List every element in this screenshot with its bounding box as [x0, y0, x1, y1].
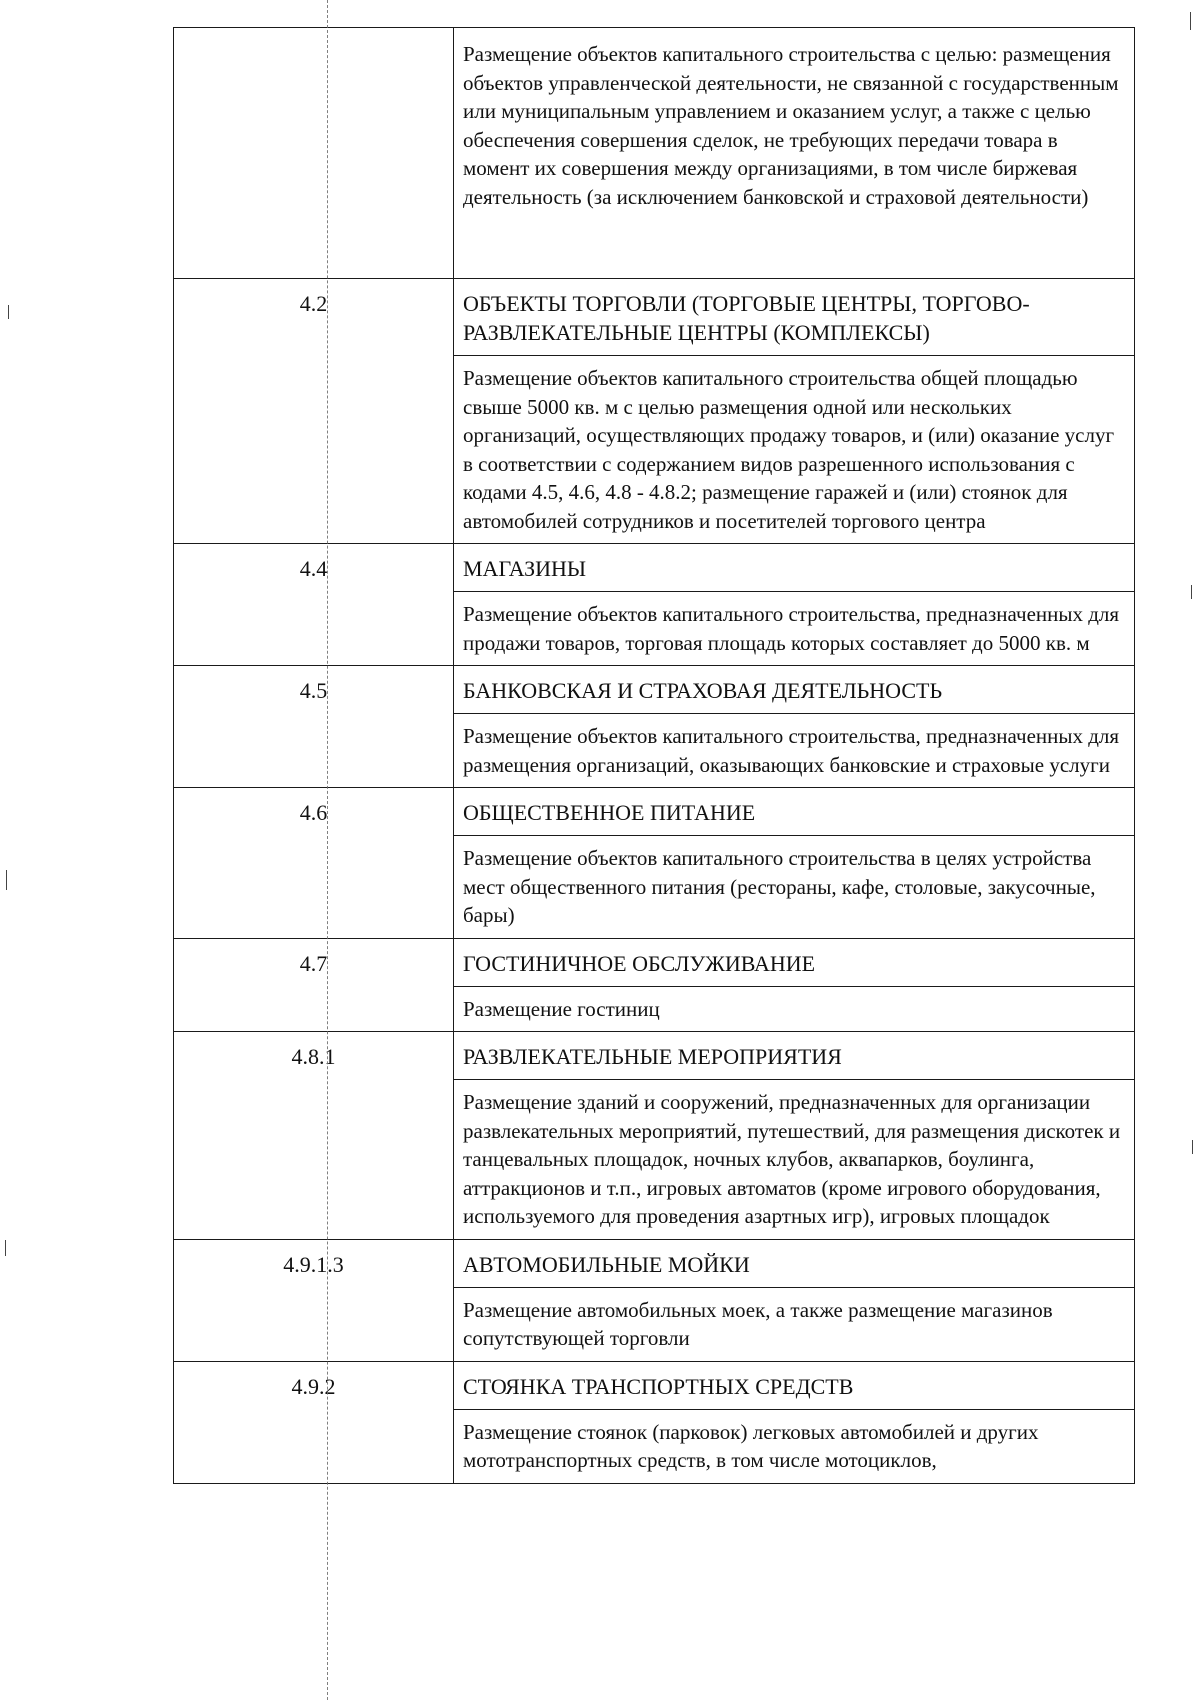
scan-noise-mark — [5, 1240, 6, 1256]
description-cell: Размещение объектов капитального строительства в целях устройства мест общественного питания (рестораны, кафе, столовые, закусочные, бары) — [454, 836, 1135, 939]
description-cell: Размещение стоянок (парковок) легковых автомобилей и других мототранспортных средств, в том числе мотоциклов, — [454, 1409, 1135, 1483]
table-row — [174, 279, 1135, 356]
code-cell: 4.9.2 — [174, 1361, 454, 1483]
scan-noise-mark — [1190, 12, 1191, 30]
table-row — [174, 1361, 1135, 1409]
name-cell: ОБЩЕСТВЕННОЕ ПИТАНИЕ — [454, 788, 1135, 836]
table-row — [174, 1239, 1135, 1287]
description-cell: Размещение зданий и сооружений, предназначенных для организации развлекательных мероприятий, путешествий, для размещения дискотек и танцевальных площадок, ночных клубов, аквапарков, боулинга, аттракционов и т.п., игровых автоматов (кроме игрового оборудования, используемого для проведения азартных игр), игровых площадок — [454, 1080, 1135, 1240]
code-cell: 4.6 — [174, 788, 454, 939]
scan-artifact-line — [327, 0, 328, 1700]
table-row — [174, 1032, 1135, 1080]
description-cell: Размещение гостиниц — [454, 986, 1135, 1032]
name-cell: АВТОМОБИЛЬНЫЕ МОЙКИ — [454, 1239, 1135, 1287]
name-cell: СТОЯНКА ТРАНСПОРТНЫХ СРЕДСТВ — [454, 1361, 1135, 1409]
code-cell: 4.5 — [174, 666, 454, 788]
name-cell: ОБЪЕКТЫ ТОРГОВЛИ (ТОРГОВЫЕ ЦЕНТРЫ, ТОРГОВО-РАЗВЛЕКАТЕЛЬНЫЕ ЦЕНТРЫ (КОМПЛЕКСЫ) — [454, 279, 1135, 356]
table-row — [174, 544, 1135, 592]
code-cell: 4.2 — [174, 279, 454, 544]
code-cell: 4.9.1.3 — [174, 1239, 454, 1361]
name-cell: ГОСТИНИЧНОЕ ОБСЛУЖИВАНИЕ — [454, 938, 1135, 986]
code-cell: 4.7 — [174, 938, 454, 1032]
code-cell: 4.8.1 — [174, 1032, 454, 1240]
land-use-table — [173, 27, 1135, 1484]
table-row-continuation — [174, 28, 1135, 279]
table-row — [174, 788, 1135, 836]
name-cell: МАГАЗИНЫ — [454, 544, 1135, 592]
description-cell: Размещение автомобильных моек, а также размещение магазинов сопутствующей торговли — [454, 1287, 1135, 1361]
description-cell: Размещение объектов капитального строительства, предназначенных для размещения организаций, оказывающих банковские и страховые услуги — [454, 714, 1135, 788]
table-row — [174, 938, 1135, 986]
table-row — [174, 666, 1135, 714]
description-cell: Размещение объектов капитального строительства с целью: размещения объектов управленческой деятельности, не связанной с государственным или муниципальным управлением и оказанием услуг, а также с целью обеспечения совершения сделок, не требующих передачи товара в момент их совершения между организациями, в том числе биржевая деятельность (за исключением банковской и страховой деятельности) — [454, 28, 1135, 279]
code-cell: 4.4 — [174, 544, 454, 666]
description-cell: Размещение объектов капитального строительства, предназначенных для продажи товаров, торговая площадь которых составляет до 5000 кв. м — [454, 592, 1135, 666]
description-cell: Размещение объектов капитального строительства общей площадью свыше 5000 кв. м с целью размещения одной или нескольких организаций, осуществляющих продажу товаров, и (или) оказание услуг в соответствии с содержанием видов разрешенного использования с кодами 4.5, 4.6, 4.8 - 4.8.2; размещение гаражей и (или) стоянок для автомобилей сотрудников и посетителей торгового центра — [454, 356, 1135, 544]
scan-noise-mark — [8, 305, 9, 319]
scan-noise-mark — [1192, 1140, 1193, 1154]
name-cell: БАНКОВСКАЯ И СТРАХОВАЯ ДЕЯТЕЛЬНОСТЬ — [454, 666, 1135, 714]
code-cell — [174, 28, 454, 279]
scan-noise-mark — [1191, 585, 1192, 599]
name-cell: РАЗВЛЕКАТЕЛЬНЫЕ МЕРОПРИЯТИЯ — [454, 1032, 1135, 1080]
scan-noise-mark — [6, 870, 7, 890]
